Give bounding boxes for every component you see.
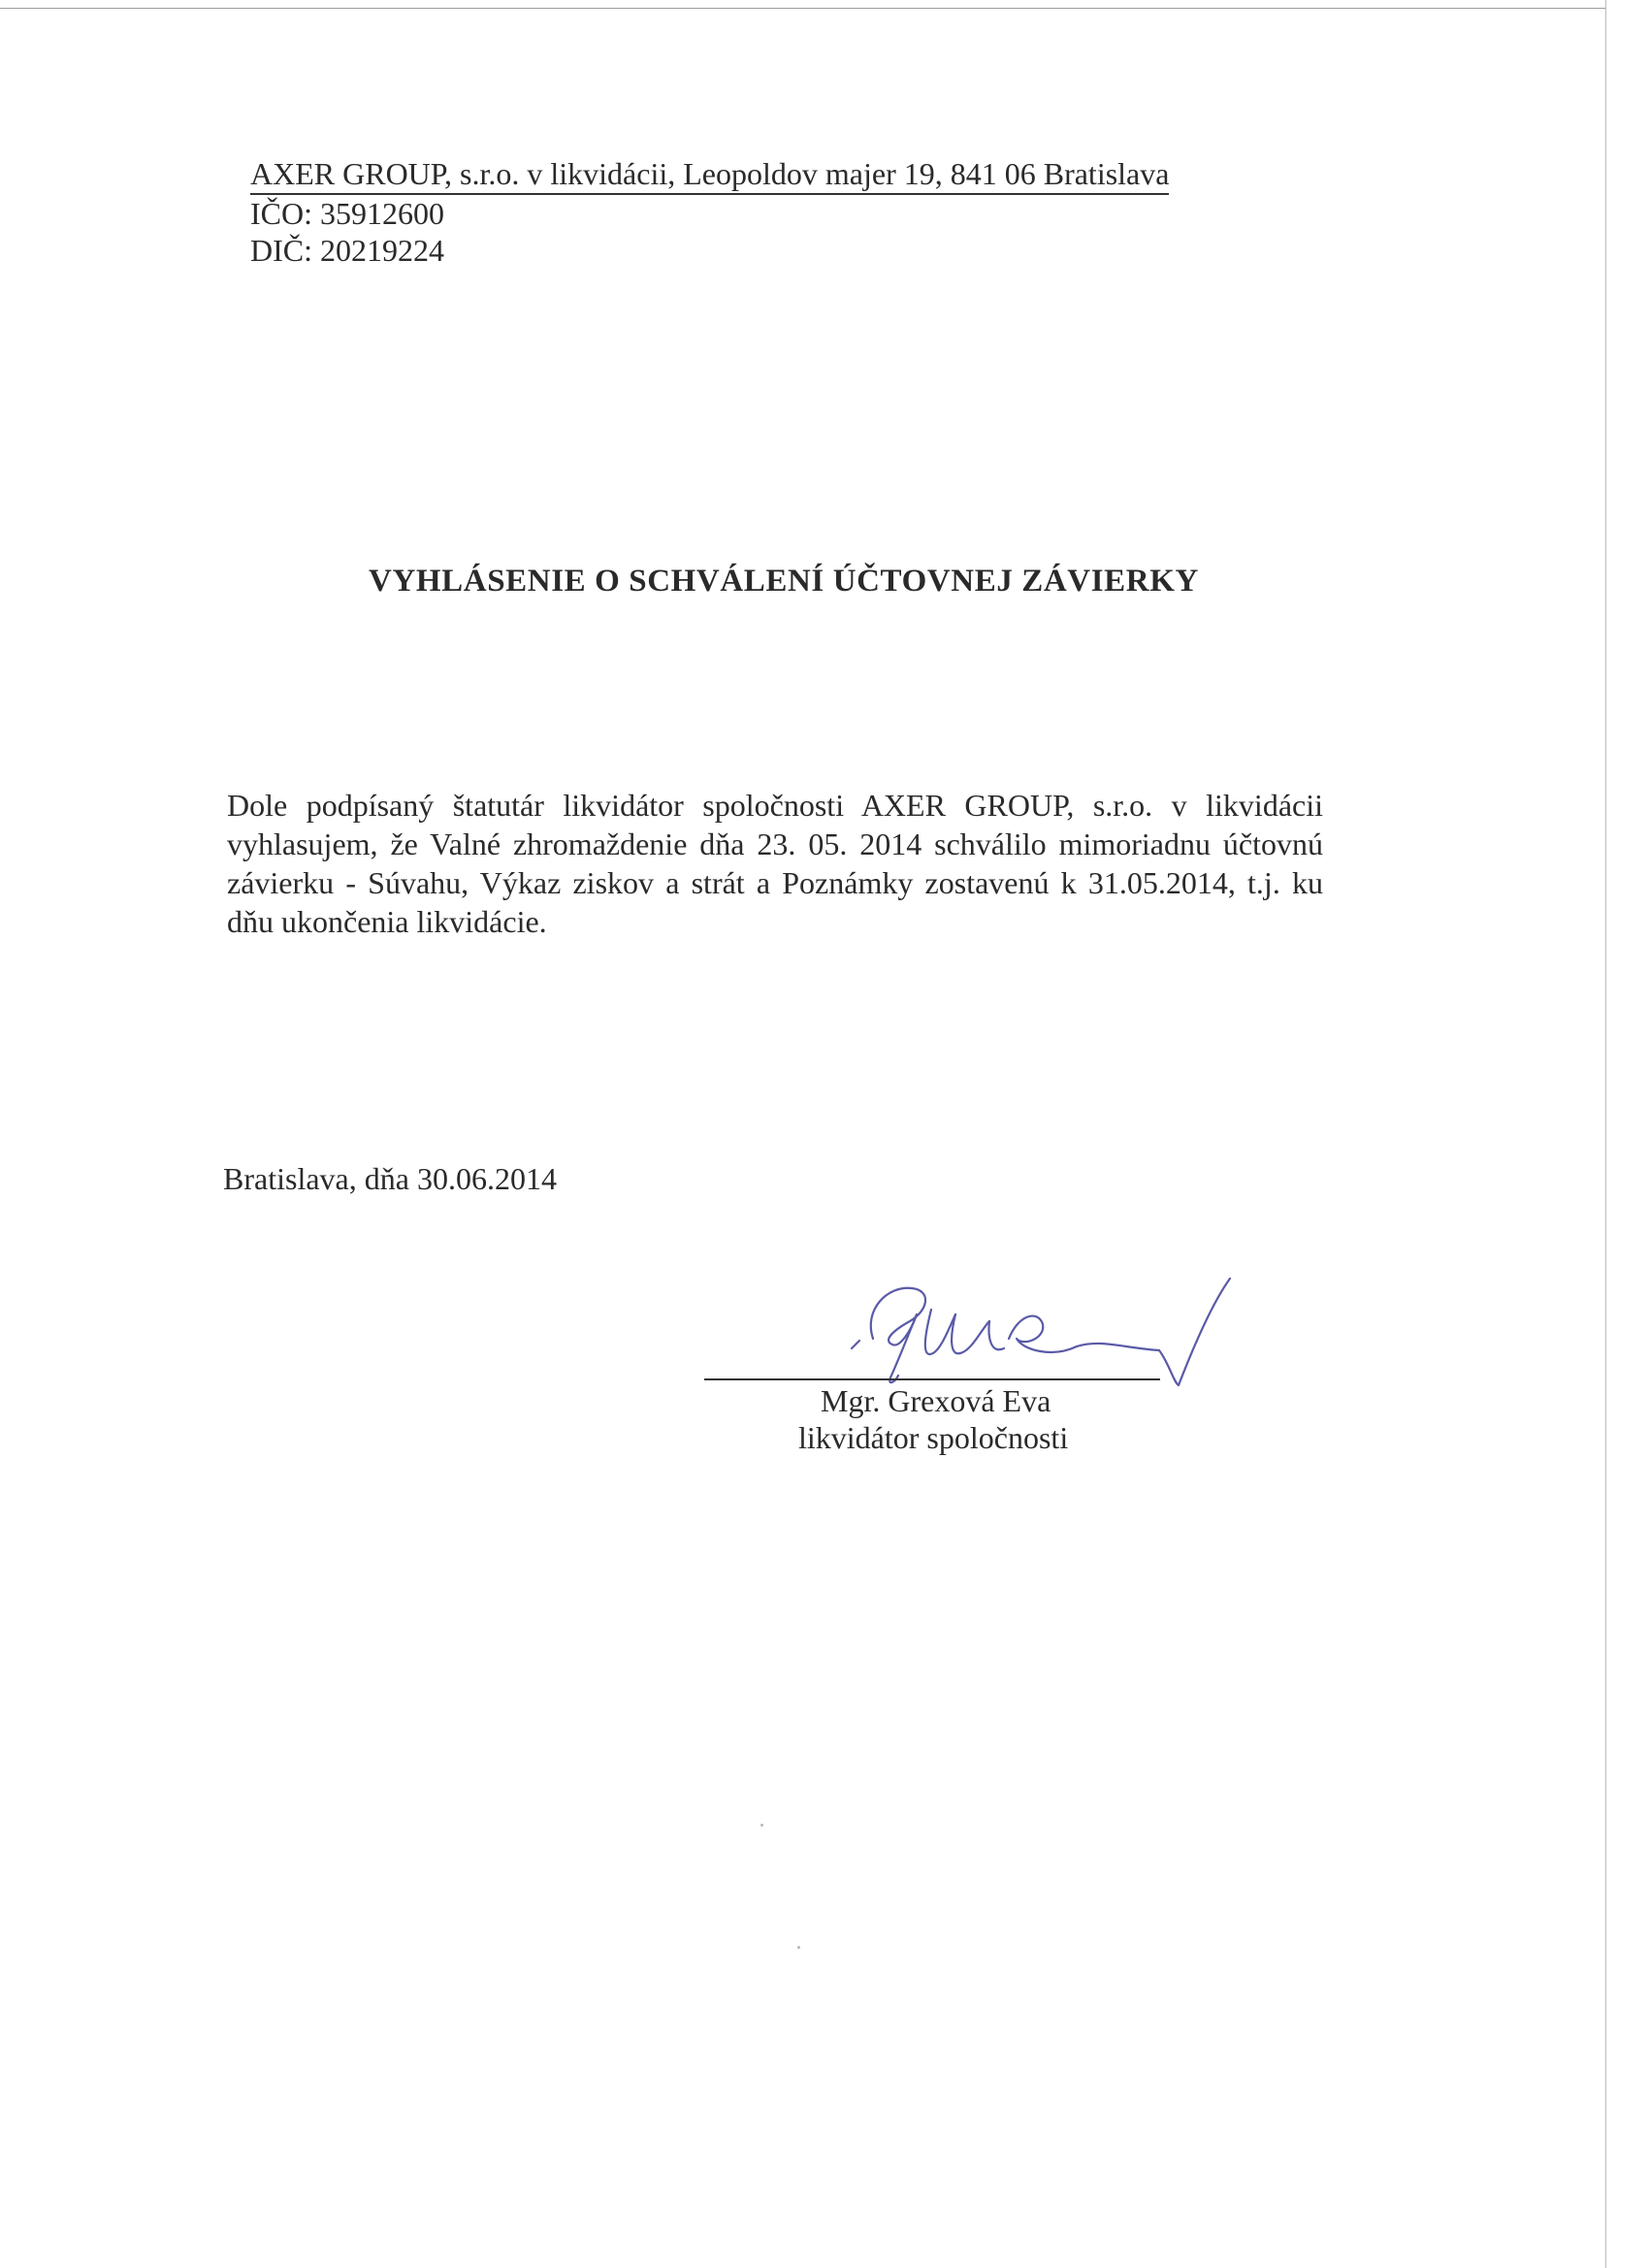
place-date: Bratislava, dňa 30.06.2014 bbox=[223, 1161, 557, 1196]
signature-image bbox=[824, 1271, 1242, 1387]
document-title: VYHLÁSENIE O SCHVÁLENÍ ÚČTOVNEJ ZÁVIERKY bbox=[369, 564, 1199, 599]
scan-speck bbox=[797, 1946, 800, 1949]
signer-role: likvidátor spoločnosti bbox=[798, 1420, 1069, 1455]
scan-edge-right bbox=[1605, 0, 1606, 2268]
signer-name: Mgr. Grexová Eva bbox=[821, 1383, 1051, 1418]
company-header bbox=[250, 155, 1169, 269]
company-ico: IČO: 35912600 bbox=[250, 196, 444, 231]
company-address-line: AXER GROUP, s.r.o. v likvidácii, Leopoldov majer 19, 841 06 Bratislava bbox=[250, 155, 1169, 195]
signature-line bbox=[704, 1378, 1160, 1380]
scan-edge-top bbox=[0, 8, 1605, 9]
company-dic: DIČ: 20219224 bbox=[250, 233, 444, 268]
scan-speck bbox=[760, 1824, 763, 1827]
declaration-body: Dole podpísaný štatutár likvidátor spoločnosti AXER GROUP, s.r.o. v likvidácii vyhlasujem, že Valné zhromaždenie dňa 23. 05. 2014 schválilo mimoriadnu účtovnú závierku - Súvahu, Výkaz ziskov a strát a Poznámky zostavenú k 31.05.2014, t.j. ku dňu ukončenia likvidácie. bbox=[227, 788, 1323, 939]
